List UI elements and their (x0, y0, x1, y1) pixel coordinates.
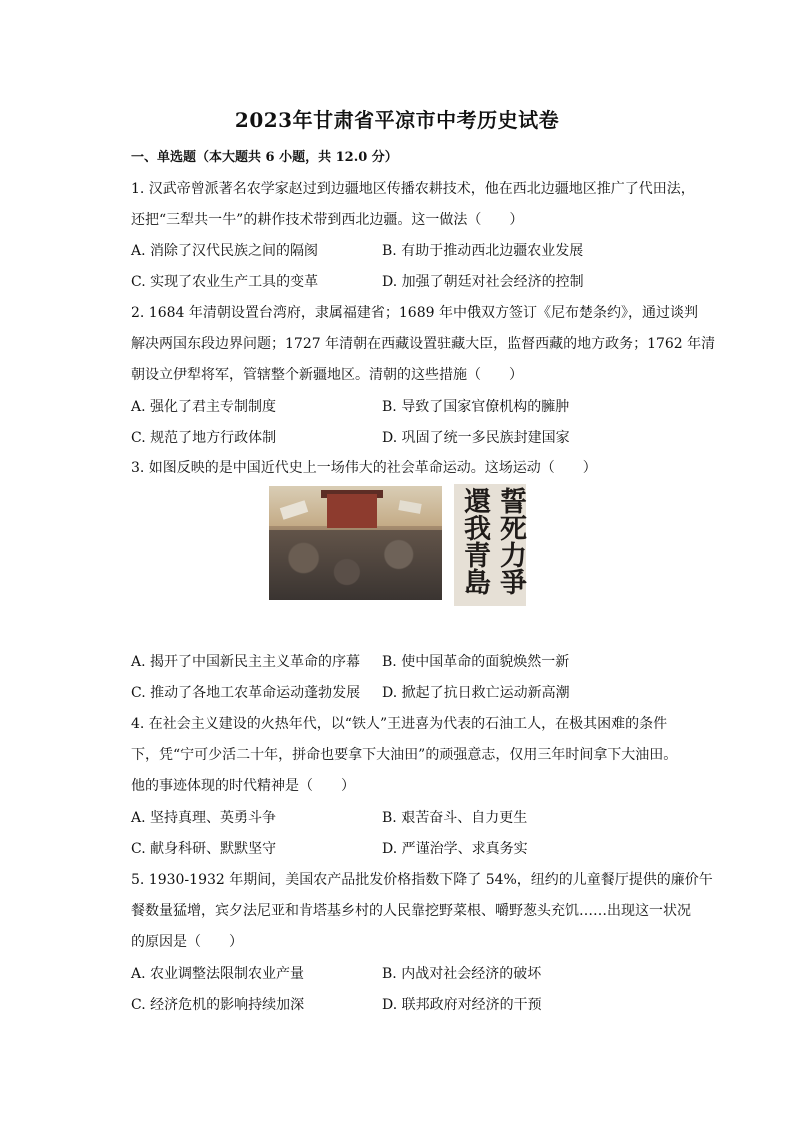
q4-line-3: 他的事迹体现的时代精神是（ ） (131, 778, 355, 794)
q5-line-2: 餐数量猛增，宾夕法尼亚和肯塔基乡村的人民靠挖野菜根、嚼野葱头充饥……出现这一状况 (131, 903, 691, 919)
q1-option-d: D. 加强了朝廷对社会经济的控制 (382, 274, 584, 290)
q1-option-c: C. 实现了农业生产工具的变革 (131, 274, 319, 290)
q2-option-d: D. 巩固了统一多民族封建国家 (382, 430, 570, 446)
q4-option-c: C. 献身科研、默默坚守 (131, 841, 277, 857)
q1-line-2: 还把“三犁共一牛”的耕作技术带到西北边疆。这一做法（ ） (131, 212, 524, 228)
q1-line-1: 1. 汉武帝曾派著名农学家赵过到边疆地区传播农耕技术，他在西北边疆地区推广了代田法， (131, 181, 695, 197)
q5-option-b: B. 内战对社会经济的破坏 (382, 966, 542, 982)
q4-option-b: B. 艰苦奋斗、自力更生 (382, 810, 528, 826)
q3-option-b: B. 使中国革命的面貌焕然一新 (382, 654, 570, 670)
calligraphy-column-2: 還我青島 (459, 487, 490, 595)
page-title: 2023年甘肃省平凉市中考历史试卷 (234, 108, 560, 132)
q2-line-2: 解决两国东段边界问题；1727 年清朝在西藏设置驻藏大臣，监督西藏的地方政务；1762 年清 (131, 336, 716, 352)
q3-option-a: A. 揭开了中国新民主主义革命的序幕 (131, 654, 361, 670)
q3-option-c: C. 推动了各地工农革命运动蓬勃发展 (131, 685, 361, 701)
q3-option-d: D. 掀起了抗日救亡运动新高潮 (382, 685, 570, 701)
q2-line-3: 朝设立伊犁将军，管辖整个新疆地区。清朝的这些措施（ ） (131, 367, 523, 383)
q2-option-b: B. 导致了国家官僚机构的臃肿 (382, 399, 570, 415)
q5-option-a: A. 农业调整法限制农业产量 (131, 966, 305, 982)
q4-option-d: D. 严谨治学、求真务实 (382, 841, 528, 857)
q4-line-2: 下，凭“宁可少活二十年，拼命也要拿下大油田”的顽强意志，仅用三年时间拿下大油田。 (131, 747, 678, 763)
calligraphy-slogan-image (454, 484, 526, 606)
q5-line-1: 5. 1930-1932 年期间，美国农产品批发价格指数下降了 54%，纽约的儿童餐厅提供的廉价午 (131, 872, 713, 888)
section-heading: 一、单选题（本大题共 6 小题，共 12.0 分） (131, 150, 398, 165)
may-fourth-protest-painting (269, 486, 442, 600)
calligraphy-column-1: 誓死力爭 (495, 487, 526, 595)
q3-line-1: 3. 如图反映的是中国近代史上一场伟大的社会革命运动。这场运动（ ） (131, 460, 597, 476)
q5-option-c: C. 经济危机的影响持续加深 (131, 997, 305, 1013)
q2-option-c: C. 规范了地方行政体制 (131, 430, 277, 446)
q5-line-3: 的原因是（ ） (131, 934, 243, 950)
q2-line-1: 2. 1684 年清朝设置台湾府，隶属福建省；1689 年中俄双方签订《尼布楚条约》，通过谈判 (131, 305, 698, 321)
q4-line-1: 4. 在社会主义建设的火热年代，以“铁人”王进喜为代表的石油工人，在极其困难的条件 (131, 716, 668, 732)
q5-option-d: D. 联邦政府对经济的干预 (382, 997, 542, 1013)
q2-option-a: A. 强化了君主专制制度 (131, 399, 277, 415)
q1-option-b: B. 有助于推动西北边疆农业发展 (382, 243, 584, 259)
q1-option-a: A. 消除了汉代民族之间的隔阂 (131, 243, 319, 259)
q4-option-a: A. 坚持真理、英勇斗争 (131, 810, 277, 826)
